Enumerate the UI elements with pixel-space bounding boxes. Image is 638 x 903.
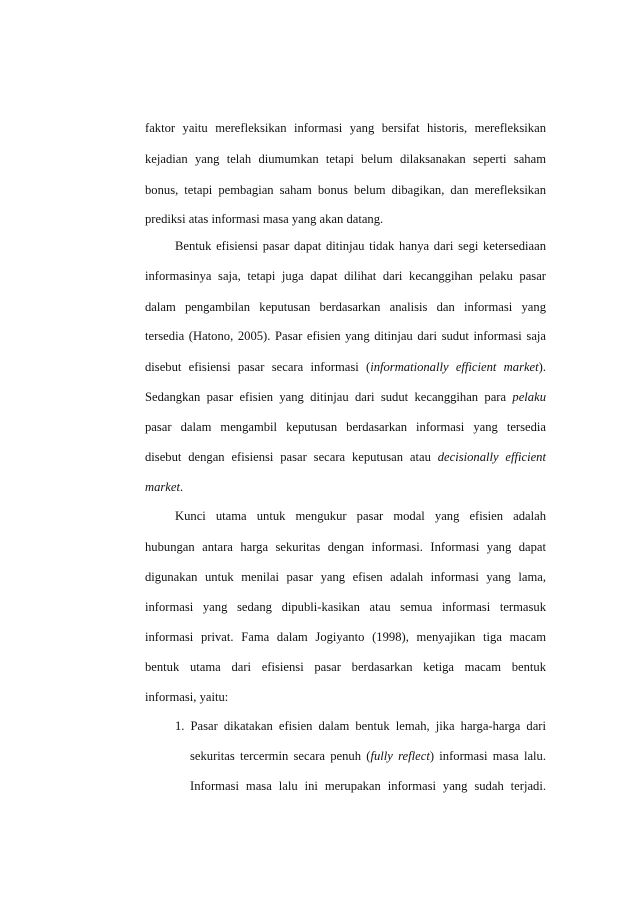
italic-term: fully reflect — [370, 749, 430, 763]
italic-term: informationally efficient market — [370, 360, 539, 374]
list-item-line — [190, 746, 546, 766]
text-line — [145, 357, 546, 377]
italic-term: market — [145, 480, 180, 494]
text-segment: Sedangkan pasar efisien yang ditinjau dari sudut kecanggihan para — [145, 390, 513, 404]
text-line: digunakan untuk menilai pasar yang efisen adalah informasi yang lama, — [145, 570, 546, 584]
text-line: Bentuk efisiensi pasar dapat ditinjau tidak hanya dari segi ketersediaan — [175, 239, 546, 253]
text-line: pasar dalam mengambil keputusan berdasarkan informasi yang tersedia — [145, 420, 546, 434]
list-item-line: 1. Pasar dikatakan efisien dalam bentuk lemah, jika harga-harga dari — [175, 719, 546, 733]
text-line: kejadian yang telah diumumkan tetapi belum dilaksanakan seperti saham — [145, 152, 546, 166]
text-line: informasi privat. Fama dalam Jogiyanto (1998), menyajikan tiga macam — [145, 630, 546, 644]
text-line — [145, 387, 546, 407]
text-line: Kunci utama untuk mengukur pasar modal yang efisien adalah — [175, 509, 546, 523]
italic-term: decisionally efficient — [437, 450, 546, 464]
text-line — [145, 477, 546, 497]
text-segment: disebut dengan efisiensi pasar secara keputusan atau — [145, 450, 438, 464]
text-line: dalam pengambilan keputusan berdasarkan analisis dan informasi yang — [145, 300, 546, 314]
text-line: prediksi atas informasi masa yang akan datang. — [145, 212, 384, 226]
text-line: bonus, tetapi pembagian saham bonus belum dibagikan, dan merefleksikan — [145, 183, 546, 197]
text-segment: ) informasi masa lalu. — [429, 749, 546, 763]
text-segment: disebut efisiensi pasar secara informasi ( — [145, 360, 371, 374]
list-item-line: Informasi masa lalu ini merupakan informasi yang sudah terjadi. — [190, 779, 546, 793]
text-line: tersedia (Hatono, 2005). Pasar efisien yang ditinjau dari sudut informasi saja — [145, 329, 546, 343]
text-line: informasi yang sedang dipubli-kasikan atau semua informasi termasuk — [145, 600, 546, 614]
text-line: bentuk utama dari efisiensi pasar berdasarkan ketiga macam bentuk — [145, 660, 546, 674]
text-line: hubungan antara harga sekuritas dengan informasi. Informasi yang dapat — [145, 540, 546, 554]
text-line: informasinya saja, tetapi juga dapat dilihat dari kecanggihan pelaku pasar — [145, 269, 546, 283]
text-segment: ). — [538, 360, 546, 374]
text-line — [145, 447, 546, 467]
text-segment: . — [179, 480, 184, 494]
text-segment: sekuritas tercermin secara penuh ( — [190, 749, 371, 763]
text-line: faktor yaitu merefleksikan informasi yang bersifat historis, merefleksikan — [145, 121, 546, 135]
italic-term: pelaku — [512, 390, 546, 404]
text-line: informasi, yaitu: — [145, 690, 229, 704]
